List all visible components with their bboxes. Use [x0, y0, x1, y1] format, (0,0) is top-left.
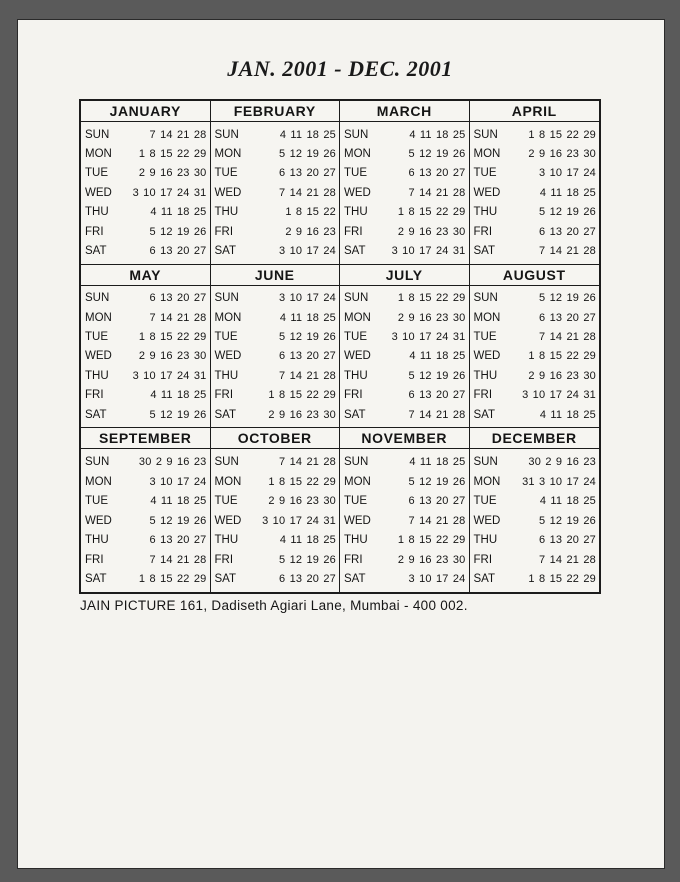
date-list: 7 14 21 28	[539, 244, 596, 257]
date-list: 1 8 15 22 29	[268, 475, 336, 488]
date-list: 4 11 18 25	[409, 456, 466, 469]
date-list: 3 10 17 24	[408, 573, 466, 586]
week-row	[344, 206, 466, 218]
week-row	[474, 389, 597, 401]
date-list: 6 13 20 27	[539, 534, 596, 547]
week-row	[215, 350, 337, 362]
date-list: 3 10 17 24 31	[132, 369, 207, 382]
month-name: JUNE	[211, 265, 340, 286]
week-row	[344, 554, 466, 566]
date-list: 6 13 20 27	[539, 311, 596, 324]
month-days	[81, 286, 210, 428]
date-list: 1 8 15 22 29	[397, 292, 466, 305]
week-row	[215, 495, 337, 507]
week-row	[474, 167, 597, 179]
date-list: 3 10 17 24 31	[391, 331, 466, 344]
date-list: 3 10 17 24 31	[522, 389, 596, 402]
weekday-label: SUN	[214, 456, 239, 469]
week-row	[474, 187, 597, 199]
week-row	[215, 534, 337, 546]
week-row	[344, 573, 466, 585]
week-row	[85, 245, 207, 257]
date-list: 4 11 18 25	[279, 534, 336, 547]
weekday-label: WED	[473, 186, 501, 199]
date-list: 2 9 16 23 30	[268, 495, 336, 508]
date-list: 1 8 15 22 29	[138, 331, 207, 344]
month-block	[211, 428, 341, 592]
week-row	[85, 292, 207, 304]
week-row	[215, 573, 337, 585]
date-list: 5 12 19 26	[408, 369, 466, 382]
week-row	[344, 409, 466, 421]
week-row	[344, 245, 466, 257]
date-list: 30 2 9 16 23	[528, 456, 596, 469]
week-row	[344, 226, 466, 238]
week-row	[85, 515, 207, 527]
date-list: 2 9 16 23 30	[397, 311, 466, 324]
month-name: MAY	[81, 265, 210, 286]
date-list: 7 14 21 28	[279, 456, 336, 469]
weekday-label: SAT	[85, 573, 107, 586]
week-row	[215, 312, 337, 324]
month-days	[470, 449, 600, 592]
month-days	[211, 122, 340, 264]
weekday-label: MON	[473, 148, 501, 161]
date-list: 2 9 16 23 30	[397, 225, 466, 238]
weekday-label: SUN	[344, 128, 369, 141]
month-block	[340, 101, 470, 265]
week-row	[474, 573, 597, 585]
week-row	[85, 456, 207, 468]
week-row	[474, 534, 597, 546]
month-name: APRIL	[470, 101, 600, 122]
month-block	[81, 101, 211, 265]
week-row	[344, 187, 466, 199]
weekday-label: WED	[85, 350, 112, 363]
date-list: 6 13 20 27	[279, 350, 336, 363]
week-row	[85, 409, 207, 421]
weekday-label: THU	[214, 206, 239, 219]
weekday-label: MON	[344, 475, 371, 488]
weekday-label: WED	[214, 514, 242, 527]
date-list: 5 12 19 26	[539, 292, 596, 305]
weekday-label: FRI	[473, 553, 493, 566]
date-list: 6 13 20 27	[149, 244, 207, 257]
weekday-label: MON	[344, 148, 371, 161]
weekday-label: WED	[85, 514, 112, 527]
weekday-label: SUN	[344, 292, 369, 305]
weekday-label: THU	[344, 369, 368, 382]
week-row	[344, 350, 466, 362]
weekday-label: MON	[344, 311, 371, 324]
week-row	[85, 226, 207, 238]
week-row	[344, 370, 466, 382]
week-row	[85, 389, 207, 401]
weekday-label: WED	[85, 186, 112, 199]
date-list: 3 10 17 24 31	[262, 514, 336, 527]
week-row	[344, 515, 466, 527]
date-list: 7 14 21 28	[408, 408, 466, 421]
month-days	[340, 449, 469, 592]
month-name: JANUARY	[81, 101, 210, 122]
week-row	[474, 312, 597, 324]
weekday-label: FRI	[85, 553, 104, 566]
week-row	[474, 350, 597, 362]
month-block	[81, 428, 211, 592]
week-row	[344, 389, 466, 401]
date-list: 6 13 20 27	[408, 167, 466, 180]
week-row	[85, 534, 207, 546]
weekday-label: THU	[473, 369, 498, 382]
week-row	[474, 206, 597, 218]
week-row	[215, 187, 337, 199]
date-list: 5 12 19 26	[149, 514, 207, 527]
weekday-label: SAT	[214, 573, 237, 586]
date-list: 2 9 16 23 30	[397, 553, 466, 566]
weekday-label: FRI	[214, 389, 234, 402]
weekday-label: THU	[85, 369, 109, 382]
month-days	[470, 122, 600, 264]
weekday-label: MON	[214, 148, 242, 161]
date-list: 1 8 15 22 29	[397, 534, 466, 547]
date-list: 4 11 18 25	[539, 408, 596, 421]
date-list: 1 8 15 22 29	[528, 573, 596, 586]
date-list: 5 12 19 26	[149, 225, 207, 238]
weekday-label: SUN	[85, 128, 110, 141]
date-list: 7 14 21 28	[149, 128, 207, 141]
weekday-label: WED	[214, 350, 242, 363]
weekday-label: TUE	[344, 167, 367, 180]
date-list: 2 9 16 23 30	[138, 167, 207, 180]
weekday-label: TUE	[85, 167, 108, 180]
weekday-label: SUN	[85, 292, 110, 305]
week-row	[344, 495, 466, 507]
date-list: 3 10 17 24	[149, 475, 207, 488]
week-row	[474, 226, 597, 238]
month-block	[470, 101, 600, 265]
weekday-label: FRI	[473, 389, 493, 402]
week-row	[344, 312, 466, 324]
month-block	[211, 265, 341, 429]
month-block	[81, 265, 211, 429]
week-row	[344, 456, 466, 468]
date-list: 3 10 17 24	[279, 244, 336, 257]
week-row	[85, 206, 207, 218]
week-row	[215, 409, 337, 421]
week-row	[85, 148, 207, 160]
calendar-title: JAN. 2001 - DEC. 2001	[227, 56, 453, 81]
date-list: 7 14 21 28	[279, 369, 336, 382]
date-list: 6 13 20 27	[279, 573, 336, 586]
weekday-label: TUE	[85, 495, 108, 508]
weekday-label: SAT	[85, 408, 107, 421]
weekday-label: THU	[85, 534, 109, 547]
date-list: 4 11 18 25	[279, 311, 336, 324]
date-list: 7 14 21 28	[279, 186, 336, 199]
month-name: DECEMBER	[470, 428, 600, 449]
weekday-label: SAT	[344, 408, 366, 421]
month-name: FEBRUARY	[211, 101, 340, 122]
weekday-label: TUE	[344, 495, 367, 508]
week-row	[85, 370, 207, 382]
weekday-label: FRI	[473, 225, 493, 238]
weekday-label: TUE	[473, 167, 497, 180]
week-row	[474, 409, 597, 421]
date-list: 7 14 21 28	[539, 553, 596, 566]
weekday-label: MON	[473, 311, 501, 324]
week-row	[474, 554, 597, 566]
week-row	[215, 554, 337, 566]
date-list: 2 9 16 23	[285, 225, 336, 238]
date-list: 6 13 20 27	[149, 534, 207, 547]
date-list: 3 10 17 24	[279, 292, 336, 305]
week-row	[344, 148, 466, 160]
weekday-label: TUE	[473, 495, 497, 508]
date-list: 6 13 20 27	[408, 389, 466, 402]
weekday-label: MON	[85, 148, 112, 161]
week-row	[215, 292, 337, 304]
weekday-label: WED	[473, 514, 501, 527]
weekday-label: TUE	[85, 331, 108, 344]
weekday-label: SAT	[214, 408, 237, 421]
date-list: 6 13 20 27	[408, 495, 466, 508]
week-row	[215, 206, 337, 218]
week-row	[85, 129, 207, 141]
date-list: 4 11 18 25	[279, 128, 336, 141]
weekday-label: SUN	[473, 456, 498, 469]
week-row	[85, 350, 207, 362]
date-list: 1 8 15 22 29	[268, 389, 336, 402]
week-row	[215, 226, 337, 238]
weekday-label: WED	[473, 350, 501, 363]
weekday-label: MON	[85, 311, 112, 324]
weekday-label: THU	[214, 369, 239, 382]
date-list: 6 13 20 27	[279, 167, 336, 180]
publisher-footer: JAIN PICTURE 161, Dadiseth Agiari Lane, Mumbai - 400 002.	[80, 598, 468, 613]
weekday-label: THU	[344, 534, 368, 547]
week-row	[215, 129, 337, 141]
week-row	[474, 129, 597, 141]
date-list: 3 10 17 24	[539, 167, 596, 180]
date-list: 5 12 19 26	[408, 148, 466, 161]
month-block	[470, 265, 600, 429]
week-row	[85, 331, 207, 343]
weekday-label: TUE	[214, 331, 238, 344]
date-list: 2 9 16 23 30	[138, 350, 207, 363]
month-days	[81, 122, 210, 264]
weekday-label: THU	[214, 534, 239, 547]
weekday-label: SAT	[85, 244, 107, 257]
date-list: 3 10 17 24 31	[132, 186, 207, 199]
date-list: 6 13 20 27	[539, 225, 596, 238]
week-row	[474, 370, 597, 382]
date-list: 5 12 19 26	[149, 408, 207, 421]
weekday-label: SAT	[473, 408, 496, 421]
date-list: 5 12 19 26	[279, 553, 336, 566]
date-list: 7 14 21 28	[408, 186, 466, 199]
month-days	[470, 286, 600, 428]
week-row	[344, 534, 466, 546]
weekday-label: SAT	[473, 573, 496, 586]
date-list: 4 11 18 25	[150, 389, 207, 402]
date-list: 1 8 15 22 29	[528, 128, 596, 141]
weekday-label: FRI	[344, 553, 363, 566]
week-row	[85, 554, 207, 566]
weekday-label: MON	[214, 475, 242, 488]
week-row	[344, 129, 466, 141]
weekday-label: SAT	[214, 244, 237, 257]
date-list: 4 11 18 25	[409, 128, 466, 141]
week-row	[474, 476, 597, 488]
month-block	[340, 428, 470, 592]
date-list: 1 8 15 22 29	[397, 206, 466, 219]
week-row	[474, 331, 597, 343]
month-block	[340, 265, 470, 429]
month-name: OCTOBER	[211, 428, 340, 449]
weekday-label: FRI	[344, 225, 363, 238]
week-row	[474, 245, 597, 257]
month-days	[340, 286, 469, 428]
weekday-label: THU	[344, 206, 368, 219]
month-block	[211, 101, 341, 265]
month-name: SEPTEMBER	[81, 428, 210, 449]
weekday-label: SAT	[473, 244, 496, 257]
week-row	[85, 167, 207, 179]
weekday-label: FRI	[85, 389, 104, 402]
week-row	[215, 370, 337, 382]
week-row	[215, 245, 337, 257]
week-row	[474, 456, 597, 468]
weekday-label: THU	[473, 206, 498, 219]
weekday-label: FRI	[214, 553, 234, 566]
week-row	[85, 312, 207, 324]
date-list: 5 12 19 26	[408, 475, 466, 488]
weekday-label: SAT	[344, 244, 366, 257]
week-row	[474, 495, 597, 507]
weekday-label: THU	[473, 534, 498, 547]
date-list: 2 9 16 23 30	[528, 369, 596, 382]
weekday-label: SUN	[344, 456, 369, 469]
date-list: 7 14 21 28	[539, 331, 596, 344]
date-list: 1 8 15 22 29	[528, 350, 596, 363]
date-list: 3 10 17 24 31	[391, 244, 466, 257]
weekday-label: TUE	[473, 331, 497, 344]
date-list: 7 14 21 28	[408, 514, 466, 527]
month-name: MARCH	[340, 101, 469, 122]
date-list: 2 9 16 23 30	[528, 148, 596, 161]
date-list: 1 8 15 22 29	[138, 573, 207, 586]
week-row	[85, 573, 207, 585]
weekday-label: SUN	[85, 456, 110, 469]
date-list: 5 12 19 26	[539, 514, 596, 527]
month-block	[470, 428, 600, 592]
weekday-label: TUE	[344, 331, 367, 344]
weekday-label: FRI	[344, 389, 363, 402]
date-list: 5 12 19 26	[279, 331, 336, 344]
week-row	[474, 515, 597, 527]
weekday-label: TUE	[214, 167, 238, 180]
weekday-label: SAT	[344, 573, 366, 586]
date-list: 2 9 16 23 30	[268, 408, 336, 421]
week-row	[474, 148, 597, 160]
weekday-label: MON	[473, 475, 501, 488]
weekday-label: MON	[214, 311, 242, 324]
weekday-label: SUN	[473, 128, 498, 141]
weekday-label: SUN	[473, 292, 498, 305]
weekday-label: SUN	[214, 128, 239, 141]
week-row	[344, 292, 466, 304]
week-row	[474, 292, 597, 304]
week-row	[215, 515, 337, 527]
calendar-grid	[79, 99, 601, 594]
date-list: 5 12 19 26	[539, 206, 596, 219]
weekday-label: WED	[344, 514, 371, 527]
weekday-label: WED	[214, 186, 242, 199]
weekday-label: FRI	[214, 225, 234, 238]
week-row	[215, 167, 337, 179]
date-list: 4 11 18 25	[539, 186, 596, 199]
date-list: 31 3 10 17 24	[522, 475, 596, 488]
date-list: 5 12 19 26	[279, 148, 336, 161]
date-list: 4 11 18 25	[150, 495, 207, 508]
date-list: 30 2 9 16 23	[138, 456, 207, 469]
month-name: NOVEMBER	[340, 428, 469, 449]
week-row	[215, 148, 337, 160]
week-row	[85, 495, 207, 507]
date-list: 4 11 18 25	[150, 206, 207, 219]
date-list: 7 14 21 28	[149, 311, 207, 324]
date-list: 1 8 15 22	[285, 206, 336, 219]
weekday-label: MON	[85, 475, 112, 488]
weekday-label: WED	[344, 350, 371, 363]
week-row	[344, 476, 466, 488]
week-row	[85, 476, 207, 488]
weekday-label: WED	[344, 186, 371, 199]
month-days	[211, 449, 340, 592]
week-row	[215, 476, 337, 488]
week-row	[344, 331, 466, 343]
date-list: 1 8 15 22 29	[138, 148, 207, 161]
date-list: 4 11 18 25	[409, 350, 466, 363]
date-list: 7 14 21 28	[149, 553, 207, 566]
week-row	[215, 331, 337, 343]
week-row	[344, 167, 466, 179]
month-name: JULY	[340, 265, 469, 286]
weekday-label: SUN	[214, 292, 239, 305]
weekday-label: THU	[85, 206, 109, 219]
date-list: 6 13 20 27	[149, 292, 207, 305]
week-row	[85, 187, 207, 199]
month-name: AUGUST	[470, 265, 600, 286]
week-row	[215, 456, 337, 468]
month-days	[211, 286, 340, 428]
date-list: 4 11 18 25	[539, 495, 596, 508]
month-days	[81, 449, 210, 592]
month-days	[340, 122, 469, 264]
weekday-label: TUE	[214, 495, 238, 508]
week-row	[215, 389, 337, 401]
weekday-label: FRI	[85, 225, 104, 238]
